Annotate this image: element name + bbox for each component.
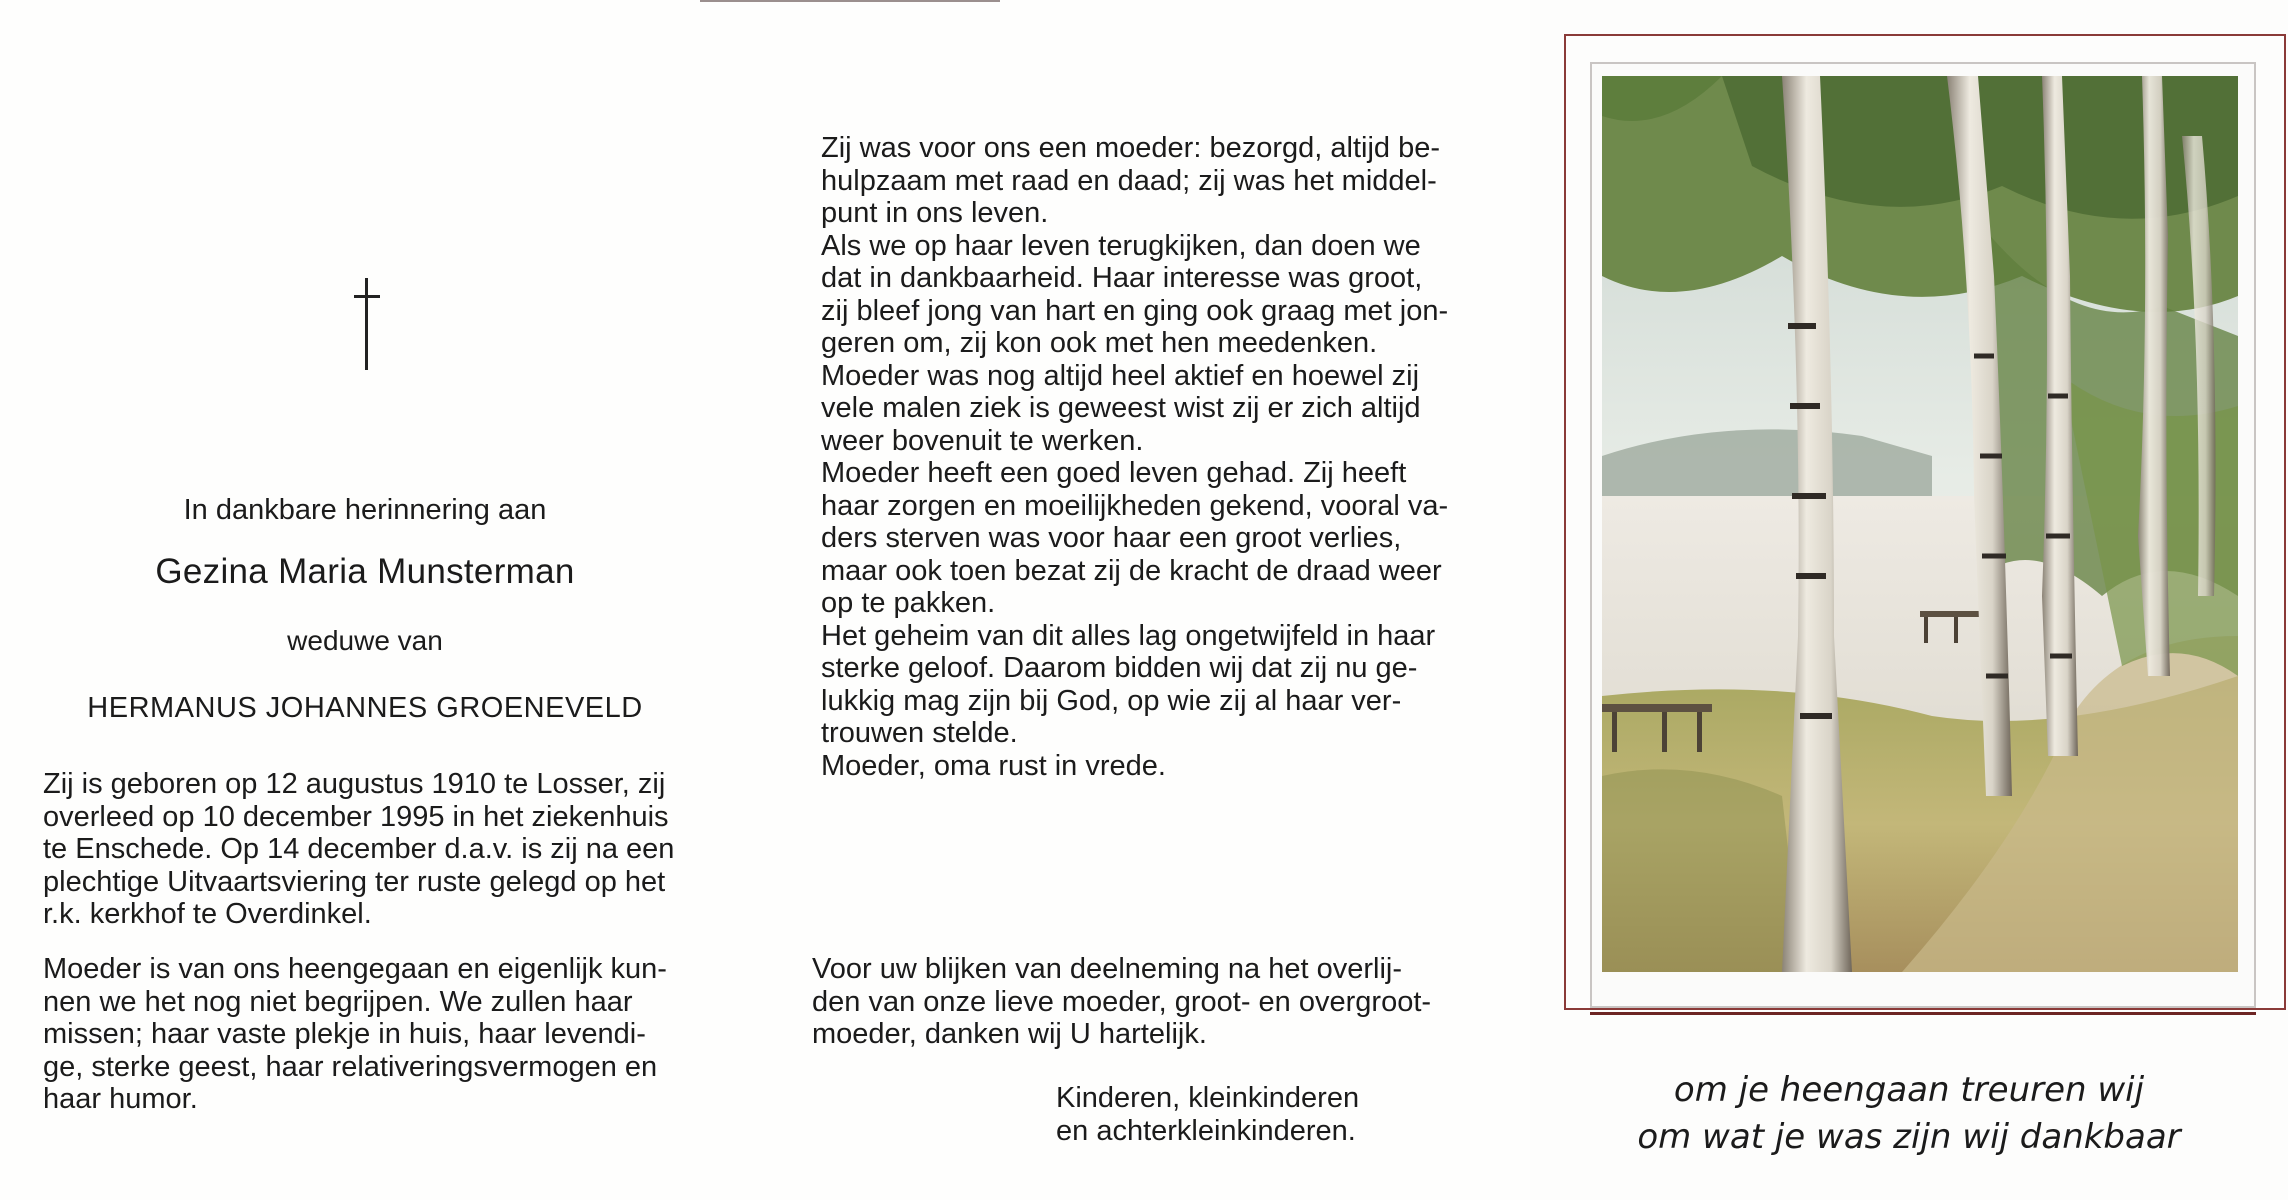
left-panel <box>0 0 750 1200</box>
birth-line: Zij is geboren op 12 augustus 1910 te Losser, zij <box>43 768 666 800</box>
thanks-line: moeder, danken wij U hartelijk. <box>812 1018 1207 1050</box>
bio-line: hulpzaam met raad en daad; zij was het middel- <box>821 164 1437 197</box>
bio-line: punt in ons leven. <box>821 197 1049 229</box>
missing-line: missen; haar vaste plekje in huis, haar levendi- <box>43 1018 646 1050</box>
thanks-paragraph <box>812 953 1431 1051</box>
bio-line: Moeder was nog altijd heel aktief en hoewel zij <box>821 359 1420 392</box>
missing-line: Moeder is van ons heengegaan en eigenlijk kun- <box>43 953 667 985</box>
missing-line: haar humor. <box>43 1083 198 1115</box>
birth-line: te Enschede. Op 14 december d.a.v. is zij na een <box>43 833 675 865</box>
bio-line: dat in dankbaarheid. Haar interesse was groot, <box>821 262 1423 294</box>
intro-line: In dankbare herinnering aan <box>183 494 547 526</box>
bio-line: geren om, zij kon ook met hen meedenken. <box>821 327 1378 359</box>
poem-line: om wat je was zijn wij dankbaar <box>1637 1117 2181 1157</box>
bio-line: Het geheim van dit alles lag ongetwijfeld in haar <box>821 619 1436 652</box>
bio-line: op te pakken. <box>821 587 996 619</box>
bio-line: zij bleef jong van hart en ging ook graag met jon- <box>821 294 1449 327</box>
deceased-name: Gezina Maria Munsterman <box>155 552 575 591</box>
thanks-line: den van onze lieve moeder, groot- en overgroot- <box>812 985 1432 1018</box>
thanks-line: Voor uw blijken van deelneming na het overlij- <box>812 953 1403 985</box>
widow-of-line: weduwe van <box>287 625 443 656</box>
bio-line: weer bovenuit te werken. <box>821 424 1144 457</box>
birth-line: plechtige Uitvaartsviering ter ruste gelegd op het <box>43 865 666 898</box>
family-signature <box>1056 1082 1359 1147</box>
bio-line: haar zorgen en moeilijkheden gekend, vooral va- <box>821 489 1449 522</box>
frame-bottom-rule <box>1590 1012 2256 1015</box>
birch-lake-photo <box>1602 76 2238 972</box>
bio-paragraph <box>821 132 1448 782</box>
husband-name: HERMANUS JOHANNES GROENEVELD <box>87 692 643 724</box>
bio-line: vele malen ziek is geweest wist zij er zich altijd <box>821 392 1421 424</box>
bio-line: Moeder heeft een goed leven gehad. Zij heeft <box>821 457 1407 489</box>
missing-line: nen we het nog niet begrijpen. We zullen haar <box>43 985 633 1018</box>
bio-line: Als we op haar leven terugkijken, dan doen we <box>821 229 1421 262</box>
bio-line: sterke geloof. Daarom bidden wij dat zij nu ge- <box>821 652 1418 684</box>
missing-line: ge, sterke geest, haar relativeringsvermogen en <box>43 1050 658 1083</box>
missing-paragraph <box>43 953 667 1116</box>
bio-line: maar ook toen bezat zij de kracht de draad weer <box>821 554 1442 587</box>
bio-line: Moeder, oma rust in vrede. <box>821 749 1166 782</box>
bio-line: trouwen stelde. <box>821 717 1018 749</box>
cross-icon <box>365 278 368 370</box>
bio-line: lukkig mag zijn bij God, op wie zij al haar ver- <box>821 684 1402 717</box>
birth-paragraph <box>43 768 674 931</box>
birth-line: overleed op 10 december 1995 in het ziekenhuis <box>43 800 669 833</box>
signature-line: Kinderen, kleinkinderen <box>1056 1082 1360 1114</box>
bio-line: Zij was voor ons een moeder: bezorgd, altijd be- <box>821 132 1440 164</box>
middle-panel <box>750 0 1530 1200</box>
right-panel <box>1530 0 2288 1200</box>
poem-line: om je heengaan treuren wij <box>1673 1070 2145 1110</box>
bio-line: ders sterven was voor haar een groot verlies, <box>821 522 1402 554</box>
birth-line: r.k. kerkhof te Overdinkel. <box>43 898 372 930</box>
signature-line: en achterkleinkinderen. <box>1056 1114 1356 1147</box>
